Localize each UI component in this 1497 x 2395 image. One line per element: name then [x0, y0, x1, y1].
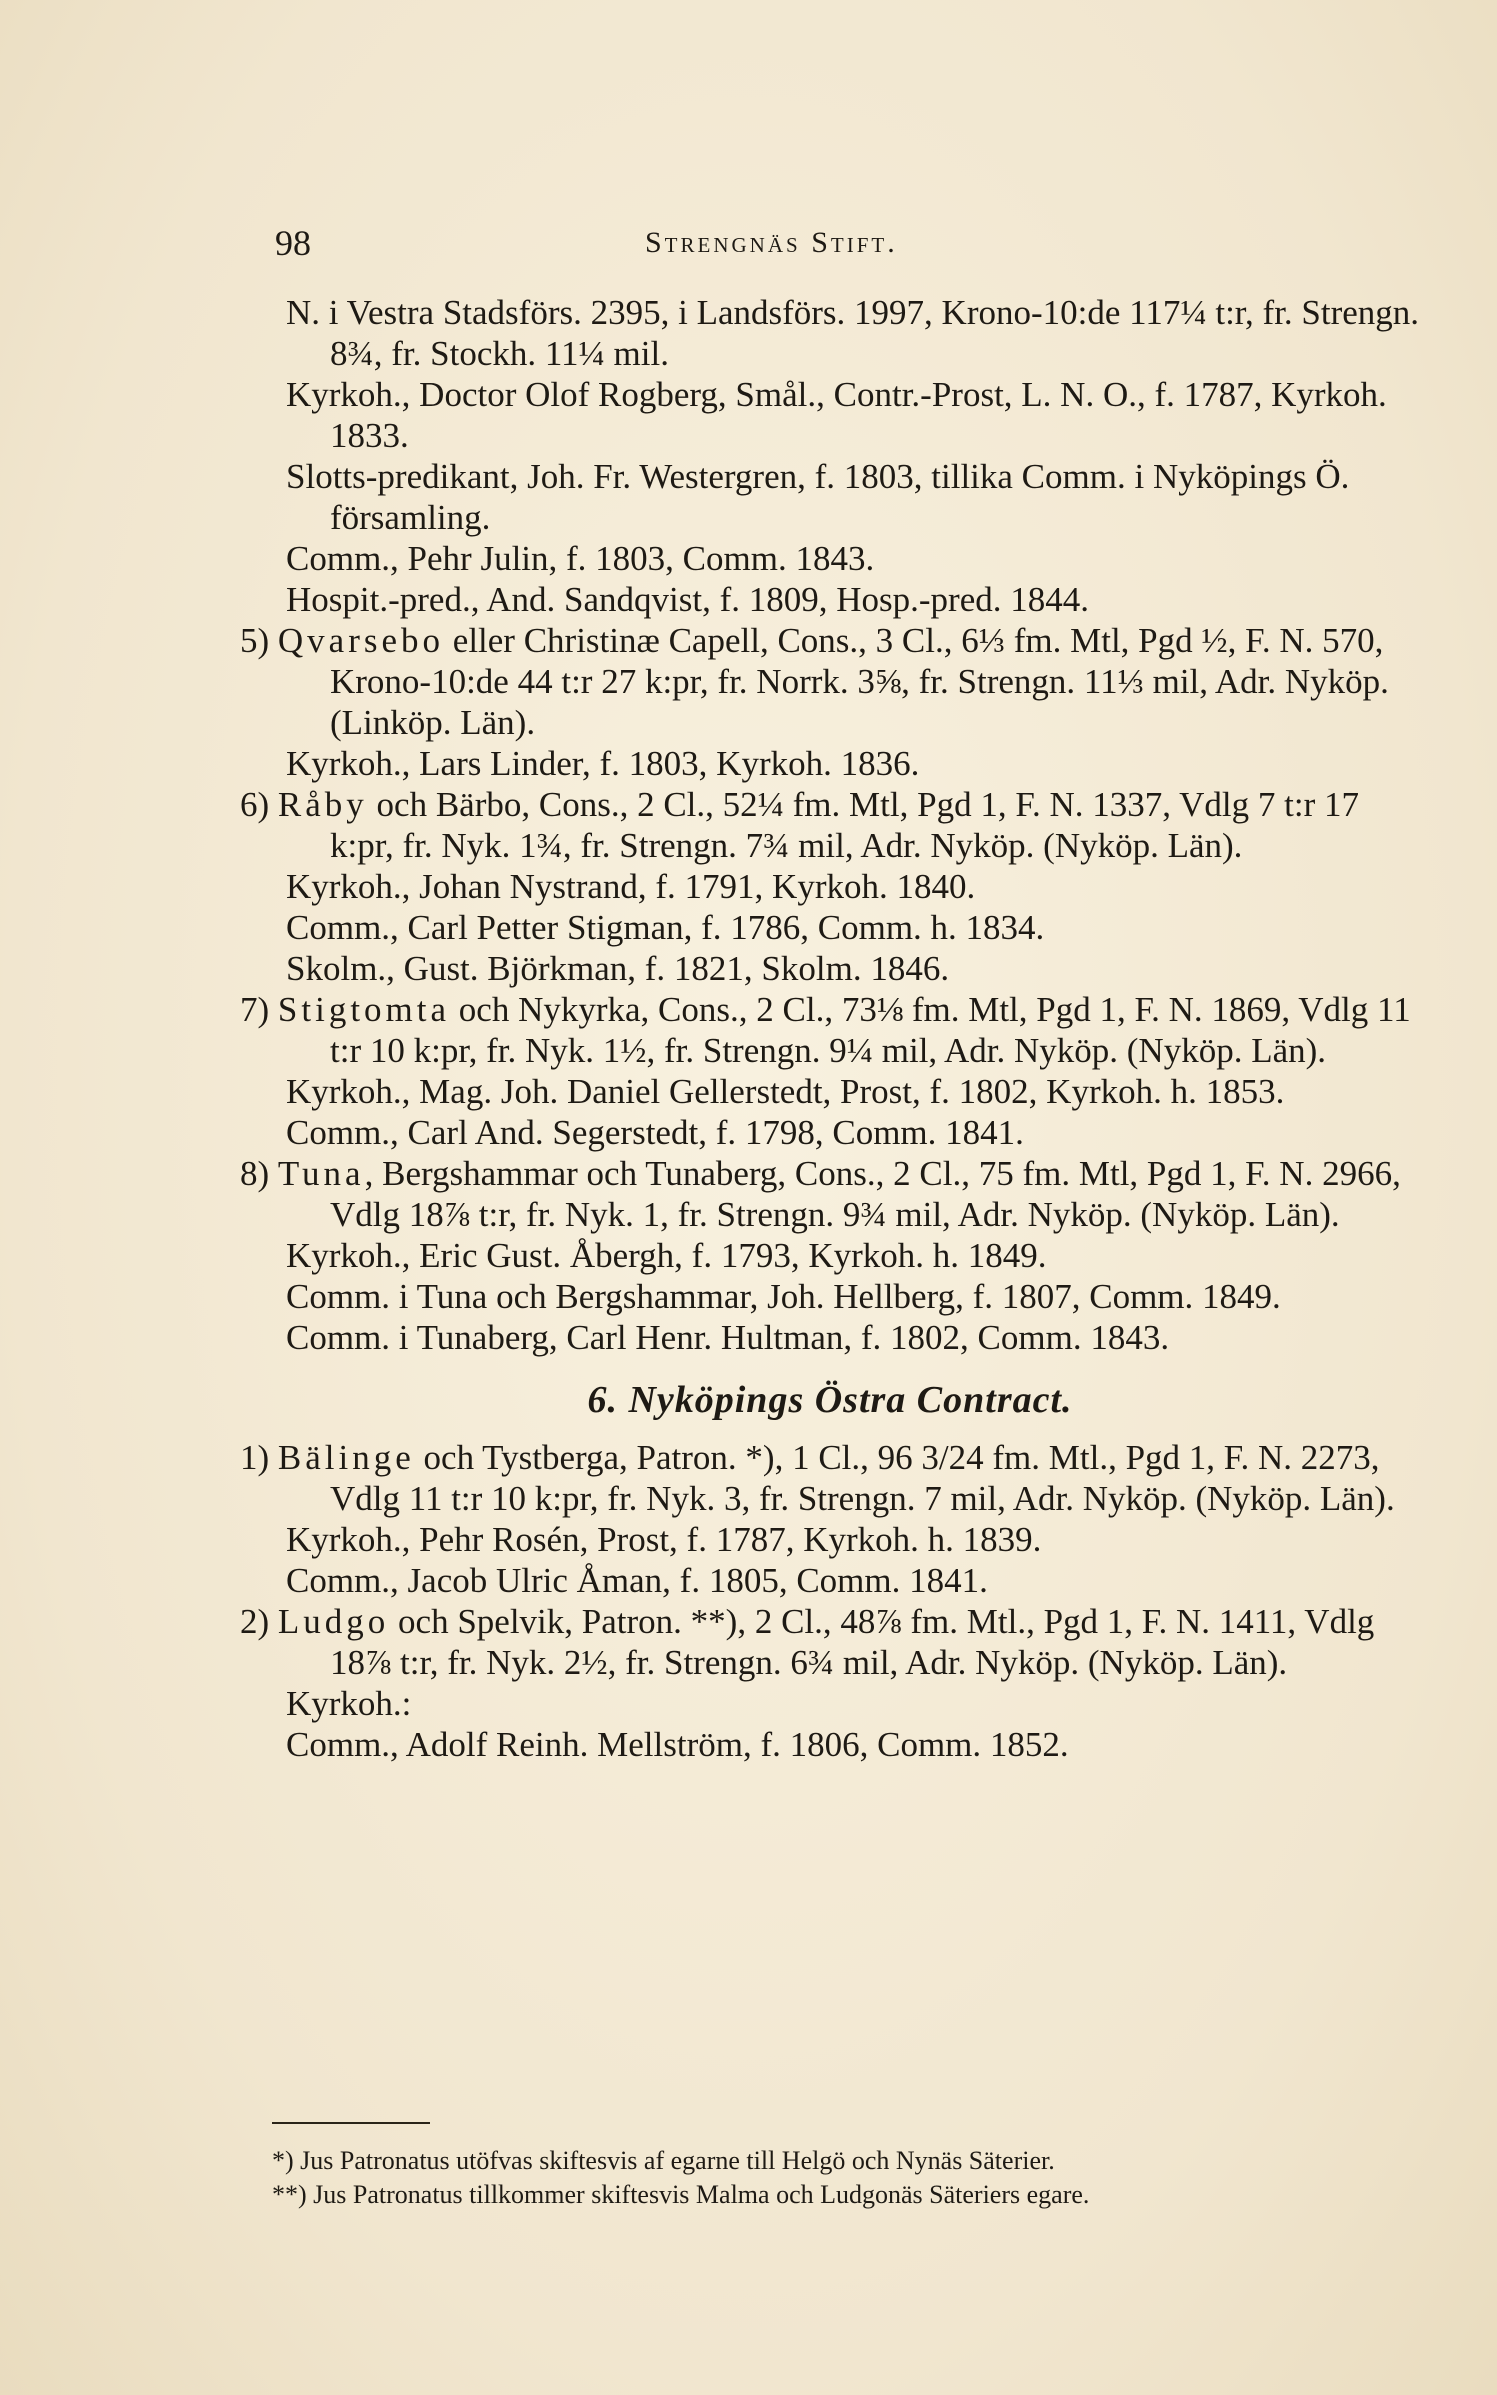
footnote-1: *) Jus Patronatus utöfvas skiftesvis af egarne till Helgö och Nynäs Säterier. — [272, 2146, 1055, 2175]
section-heading: 6. Nyköpings Östra Contract. — [587, 1379, 1073, 1421]
entry-number: 1) — [240, 1438, 270, 1477]
parish-details: eller Christinæ Capell, Cons., 3 Cl., 6⅓ fm. Mtl, Pgd ½, F. N. 570, Krono-10:de 44 t:r 27 k:pr, fr. Norrk. 3⅝, fr. Strengn. 11⅓ mil, Adr. Nyköp. (Linköp. Län). — [330, 621, 1389, 742]
parish-entry — [240, 1601, 1420, 1683]
clergy-line: Kyrkoh., Mag. Joh. Daniel Gellerstedt, Prost, f. 1802, Kyrkoh. h. 1853. — [286, 1072, 1285, 1111]
parish-details: och Tystberga, Patron. *), 1 Cl., 96 3/24 fm. Mtl., Pgd 1, F. N. 2273, Vdlg 11 t:r 10 k:pr, fr. Nyk. 3, fr. Strengn. 7 mil, Adr. Nyköp. (Nyköp. Län). — [330, 1438, 1395, 1518]
intro-line: Kyrkoh., Doctor Olof Rogberg, Smål., Contr.-Prost, L. N. O., f. 1787, Kyrkoh. 1833. — [286, 375, 1387, 455]
clergy-line: Comm., Adolf Reinh. Mellström, f. 1806, Comm. 1852. — [286, 1725, 1069, 1764]
intro-line: Slotts-predikant, Joh. Fr. Westergren, f. 1803, tillika Comm. i Nyköpings Ö. församling. — [286, 457, 1350, 537]
clergy-line: Kyrkoh., Johan Nystrand, f. 1791, Kyrkoh. 1840. — [286, 867, 976, 906]
parish-details: och Nykyrka, Cons., 2 Cl., 73⅛ fm. Mtl, Pgd 1, F. N. 1869, Vdlg 11 t:r 10 k:pr, fr. Nyk. 1½, fr. Strengn. 9¼ mil, Adr. Nyköp. (Nyköp. Län). — [330, 990, 1411, 1070]
entry-number: 5) — [240, 621, 270, 660]
clergy-line: Comm. i Tuna och Bergshammar, Joh. Hellberg, f. 1807, Comm. 1849. — [286, 1277, 1281, 1316]
parish-entry — [240, 784, 1420, 866]
parish-entry — [240, 1153, 1420, 1235]
clergy-line: Comm., Carl And. Segerstedt, f. 1798, Comm. 1841. — [286, 1113, 1024, 1152]
parish-name: Stigtomta — [277, 990, 451, 1029]
running-title: Strengnäs Stift. — [645, 226, 898, 259]
clergy-line: Comm. i Tunaberg, Carl Henr. Hultman, f. 1802, Comm. 1843. — [286, 1318, 1170, 1357]
clergy-line: Kyrkoh.: — [286, 1684, 412, 1723]
parish-entry — [240, 620, 1420, 743]
page-number: 98 — [275, 223, 311, 263]
clergy-line: Comm., Jacob Ulric Åman, f. 1805, Comm. 1841. — [286, 1561, 988, 1600]
parish-details: , Bergshammar och Tunaberg, Cons., 2 Cl., 75 fm. Mtl, Pgd 1, F. N. 2966, Vdlg 18⅞ t:r, fr. Nyk. 1, fr. Strengn. 9¾ mil, Adr. Nyköp. (Nyköp. Län). — [330, 1154, 1401, 1234]
parish-name: Tuna — [277, 1154, 365, 1193]
footnotes — [272, 2122, 1432, 2212]
parish-details: och Spelvik, Patron. **), 2 Cl., 48⅞ fm. Mtl., Pgd 1, F. N. 1411, Vdlg 18⅞ t:r, fr. Nyk. 2½, fr. Strengn. 6¾ mil, Adr. Nyköp. (Nyköp. Län). — [330, 1602, 1375, 1682]
footnote-rule — [272, 2122, 430, 2124]
footnote-2: **) Jus Patronatus tillkommer skiftesvis Malma och Ludgonäs Säteriers egare. — [272, 2180, 1090, 2209]
parish-name: Ludgo — [277, 1602, 390, 1641]
clergy-line: Skolm., Gust. Björkman, f. 1821, Skolm. 1846. — [286, 949, 950, 988]
entry-number: 7) — [240, 990, 270, 1029]
intro-line: Hospit.-pred., And. Sandqvist, f. 1809, Hosp.-pred. 1844. — [286, 580, 1090, 619]
parish-list-a — [240, 620, 1420, 1358]
entry-number: 8) — [240, 1154, 270, 1193]
parish-details: och Bärbo, Cons., 2 Cl., 52¼ fm. Mtl, Pgd 1, F. N. 1337, Vdlg 7 t:r 17 k:pr, fr. Nyk. 1¾, fr. Strengn. 7¾ mil, Adr. Nyköp. (Nyköp. Län). — [330, 785, 1359, 865]
entry-number: 6) — [240, 785, 270, 824]
intro-block — [240, 292, 1420, 620]
clergy-line: Comm., Carl Petter Stigman, f. 1786, Comm. h. 1834. — [286, 908, 1045, 947]
parish-name: Bälinge — [277, 1438, 415, 1477]
page-header — [255, 222, 1415, 272]
clergy-line: Kyrkoh., Pehr Rosén, Prost, f. 1787, Kyrkoh. h. 1839. — [286, 1520, 1042, 1559]
parish-entry — [240, 1437, 1420, 1519]
parish-name: Råby — [277, 785, 368, 824]
entry-number: 2) — [240, 1602, 270, 1641]
intro-line: N. i Vestra Stadsförs. 2395, i Landsförs. 1997, Krono-10:de 117¼ t:r, fr. Strengn. 8¾, fr. Stockh. 11¼ mil. — [286, 293, 1420, 373]
parish-entry — [240, 989, 1420, 1071]
intro-line: Comm., Pehr Julin, f. 1803, Comm. 1843. — [286, 539, 875, 578]
parish-list-b — [240, 1437, 1420, 1765]
clergy-line: Kyrkoh., Lars Linder, f. 1803, Kyrkoh. 1836. — [286, 744, 920, 783]
clergy-line: Kyrkoh., Eric Gust. Åbergh, f. 1793, Kyrkoh. h. 1849. — [286, 1236, 1047, 1275]
page-body — [240, 292, 1420, 1765]
parish-name: Qvarsebo — [277, 621, 445, 660]
